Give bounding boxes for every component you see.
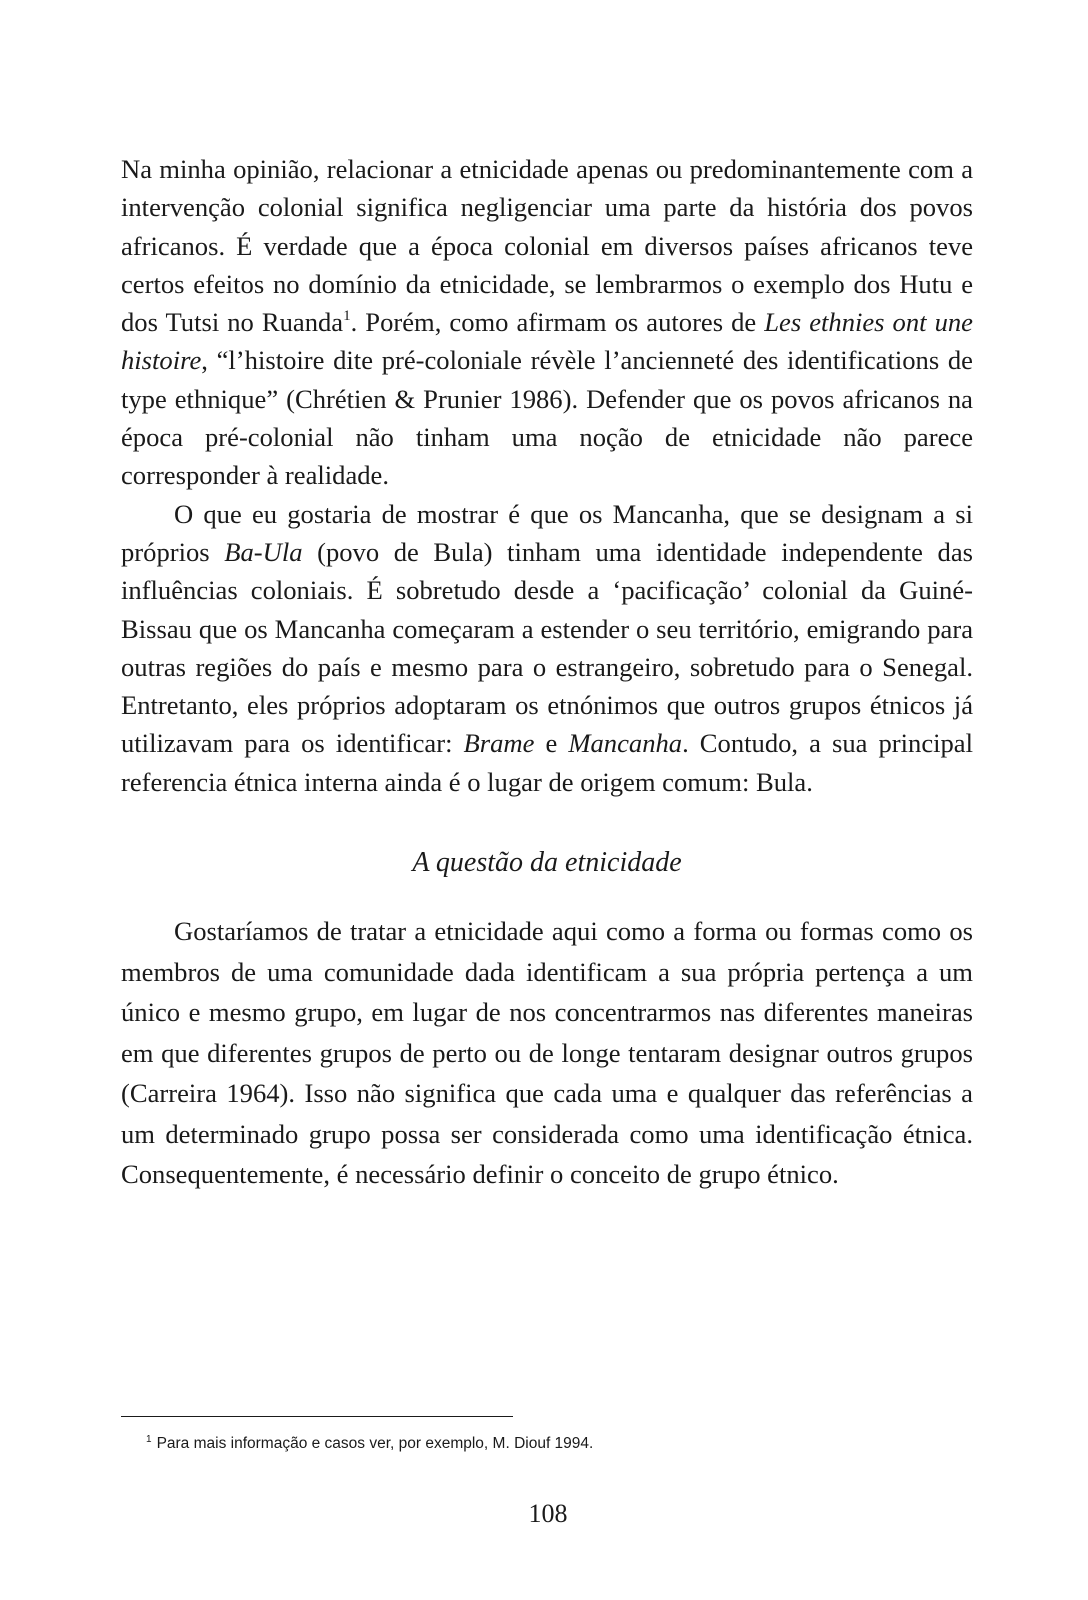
paragraph-2-text-b: (povo de Bula) tinham uma identidade independente das influências coloniais. É sobretudo desde a ‘pacificação’ colonial da Guiné-Bissau que os Mancanha começaram a estender o seu território, emigrando para outras regiões do país e mesmo para o estrangeiro, sobretudo para o Senegal. Entretanto, eles próprios adoptaram os etnónimos que outros grupos étnicos já utilizavam para os identificar: bbox=[121, 536, 973, 759]
paragraph-1 bbox=[121, 150, 973, 495]
paragraph-1-text-b: . Porém, como afirmam os autores de bbox=[350, 307, 765, 338]
term-brame: Brame bbox=[463, 728, 535, 759]
term-ba-ula: Ba-Ula bbox=[224, 536, 303, 567]
paragraph-2-text-a: O que eu gostaria de mostrar é que os Mancanha, que se designam a si próprios bbox=[121, 498, 973, 567]
paragraph-2-text-c: e bbox=[534, 728, 569, 759]
page-number: 108 bbox=[528, 1499, 568, 1528]
footnote-reference: 1 bbox=[343, 308, 351, 325]
footnote-separator bbox=[121, 1416, 513, 1417]
book-title: Les ethnies ont une histoire bbox=[121, 307, 973, 376]
footnote bbox=[146, 1433, 966, 1455]
paragraph-1-text-a: Na minha opinião, relacionar a etnicidade apenas ou predominantemente com a intervenção colonial significa negligenciar uma parte da história dos povos africanos. É verdade que a época colonial em diversos países africanos teve certos efeitos no domínio da etnicidade, se lembrarmos o exemplo dos Hutu e dos Tutsi no Ruanda bbox=[121, 154, 973, 338]
section-heading: A questão da etnicidade bbox=[412, 847, 682, 879]
footnote-text: Para mais informação e casos ver, por exemplo, M. Diouf 1994. bbox=[156, 1435, 594, 1452]
paragraph-3: Gostaríamos de tratar a etnicidade aqui como a forma ou formas como os membros de uma comunidade dada identificam a sua própria pertença a um único e mesmo grupo, em lugar de nos concentrarmos nas diferentes maneiras em que diferentes grupos de perto ou de longe tentaram designar outros grupos (Carreira 1964). Isso não significa que cada uma e qualquer das referências a um determinado grupo possa ser considerada como uma identificação étnica. Consequentemente, é necessário definir o conceito de grupo étnico. bbox=[121, 916, 973, 1190]
paragraph-2 bbox=[121, 495, 973, 801]
term-mancanha: Mancanha bbox=[568, 728, 683, 759]
paragraph-1-text-c: , “l’histoire dite pré-coloniale révèle l’ancienneté des identifications de type ethnique” (Chrétien & Prunier 1986). Defender que os povos africanos na época pré-colonial não tinham uma noção de etnicidade não parece corresponder à realidade. bbox=[121, 345, 973, 491]
page-body bbox=[121, 150, 973, 1195]
paragraph-2-text-d: . Contudo, a sua principal referencia étnica interna ainda é o lugar de origem comum: Bula. bbox=[121, 728, 974, 797]
footnote-marker: 1 bbox=[146, 1434, 152, 1445]
